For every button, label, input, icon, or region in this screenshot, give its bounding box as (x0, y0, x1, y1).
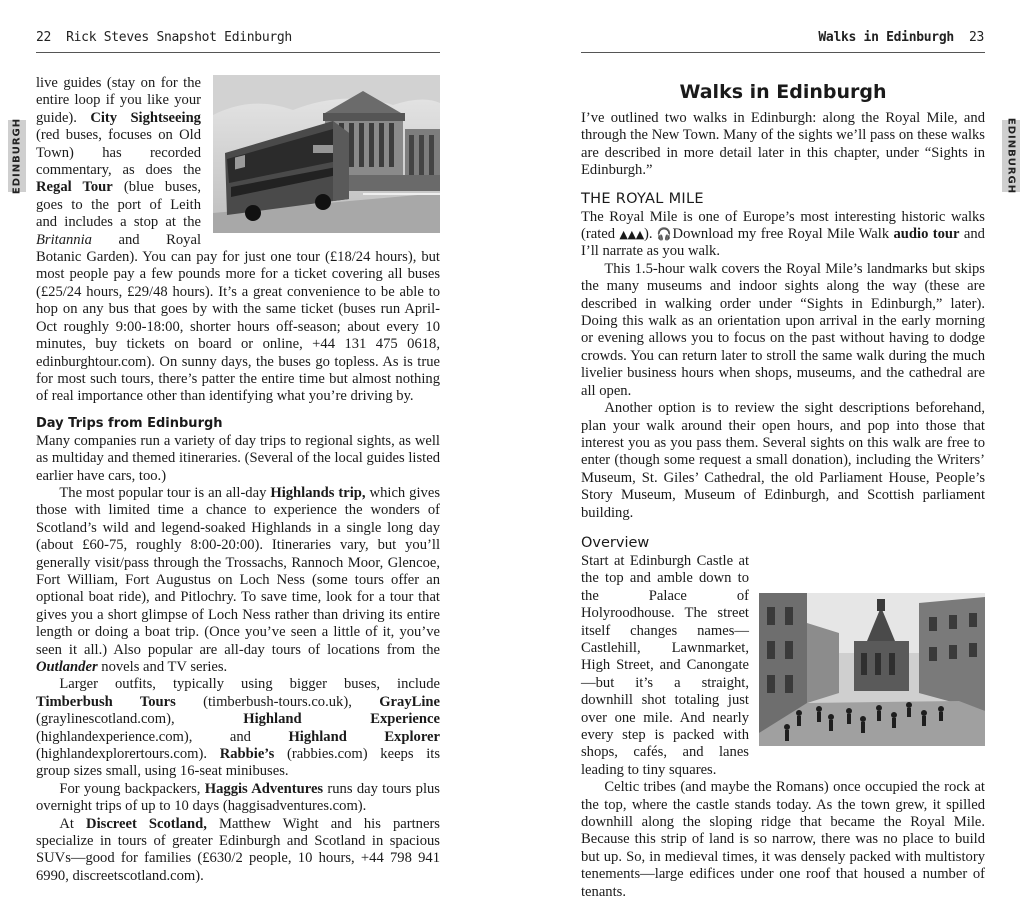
day-trips-paragraph-4 (36, 781, 440, 816)
royal-mile-paragraph-1 (581, 209, 985, 261)
right-page (510, 0, 1020, 907)
right-side-tab-label: EDINBURGH (1005, 117, 1017, 195)
p4-text-2: runs day tours plus overnight trips of up to 10 days (haggisadventures.com). (36, 780, 440, 815)
city-sightseeing-term: City Sightseeing (90, 109, 201, 126)
audio-tour-term: audio tour (893, 226, 960, 243)
timberbush-term: Timberbush Tours (36, 693, 176, 710)
right-page-number: 23 (968, 30, 984, 45)
walks-intro: I’ve outlined two walks in Edinburgh: along the Royal Mile, and through the New Town. Many of the sights we’ll pass on these walks are described in more detail later in this chapter, under “Sights in Edinburgh.” (581, 110, 985, 179)
intro-text-1: live guides (stay on for the entire loop if you like your guide). (36, 75, 201, 126)
p3-text-4: (highlandexperience.com), and (36, 728, 289, 745)
intro-text-2: (red buses, focuses on Old Town) has recorded commentary, as does the (36, 127, 201, 179)
right-side-tab (1002, 117, 1020, 195)
p5-text-2: Matthew Wight and his partners specialize in tours of greater Edinburgh and Scotland in spacious SUVs—good for families (£630/2 people, 10 hours, +44 798 941 6990, discreetscotland.com). (36, 815, 440, 884)
rm-text-3: Download my free Royal Mile Walk (672, 226, 894, 243)
day-trips-paragraph-5 (36, 816, 440, 886)
rabbies-term: Rabbie’s (219, 746, 275, 763)
haggis-adventures-term: Haggis Adventures (204, 780, 324, 797)
overview-paragraph-2: Celtic tribes (and maybe the Romans) once occupied the rock at the top, where the castle stands today. As the town grew, it spilled downhill along the sloping ridge that became the Royal Mile. Because this strip of land is so narrow, there was no place to build but up. So, in medieval times, it was densely packed with multistory tenements—large edifices under one roof that housed a number of tenants. (581, 779, 985, 900)
regal-tour-term: Regal Tour (36, 179, 113, 196)
p2-text-3: novels and TV series. (97, 659, 228, 675)
intro-text-3: (blue buses, goes to the port of Leith and includes a stop at the (36, 179, 201, 231)
p3-text-3: (graylinescotland.com), (36, 711, 244, 728)
p5-text-1: At (59, 815, 87, 832)
tour-bus-photo (213, 75, 440, 233)
left-header-title: Rick Steves Snapshot Edinburgh (66, 30, 292, 45)
highland-explorer-term: Highland Explorer (288, 728, 440, 745)
grayline-term: GrayLine (379, 693, 440, 710)
right-header-rule (581, 52, 985, 53)
chapter-title: Walks in Edinburgh (679, 81, 887, 103)
p4-text-1: For young backpackers, (59, 780, 205, 797)
royal-mile-paragraph-2: This 1.5-hour walk covers the Royal Mile’s landmarks but skips the many museums and indoor sights along the way (these are described in walking order under “Sights in Edinburgh,” later). Doing this walk as an orientation upon arrival in the early morning or evening allows you to focus on the past without having to dodge crowds. You can return later to stroll the same walk during the much livelier business hours when shops, museums, and the cathedral are all open. (581, 260, 985, 399)
day-trips-paragraph-3 (36, 676, 440, 780)
right-text-column (581, 80, 985, 901)
right-header-title: Walks in Edinburgh (818, 30, 954, 45)
day-trips-paragraph-2 (36, 485, 440, 676)
royal-mile-heading: THE ROYAL MILE (581, 190, 704, 207)
discreet-scotland-term: Discreet Scotland, (86, 815, 207, 832)
day-trips-paragraph-1: Many companies run a variety of day trips to regional sights, as well as multiday and themed itineraries. (Several of the local guides listed earlier have cars, too.) (36, 432, 440, 484)
intro-text-4: and Royal Botanic Garden). You can pay for just one tour (£18/24 hours), but most people pay a few pounds more for a ticket covering all buses (£25/24 hours, £29/48 hours). It’s a great convenience to be able to hop on any bus that goes by with the same ticket (buses run April-Oct roughly 9:00-18:00, shorter hours off-season; about every 10 minutes, buy tickets on board or online, +44 131 475 0618, edinburghtour.com). On sunny days, the buses go topless. As is true for most such tours, there’s patter the entire time but almost nothing of real importance other than identifying what you’re driving by. (36, 231, 440, 405)
p3-text-5: (highlandexplorertours.com). (36, 746, 220, 763)
left-header-rule (36, 52, 440, 53)
rm-text-4: and I’ll narrate as you walk. (581, 226, 985, 260)
highland-experience-term: Highland Experience (243, 711, 440, 728)
left-side-tab (8, 117, 26, 195)
left-text-column (36, 75, 440, 885)
p3-text-1: Larger outfits, typically using bigger buses, include (59, 676, 440, 693)
day-trips-heading: Day Trips from Edinburgh (36, 415, 223, 431)
right-running-header (818, 30, 984, 45)
p3-text-2: (timberbush-tours.co.uk), (175, 693, 380, 710)
rm-text-1: The Royal Mile is one of Europe’s most interesting historic walks (rated (581, 208, 985, 243)
outlander-term: Outlander (36, 659, 98, 675)
overview-paragraph-1: Start at Edinburgh Castle at the top and amble down to the Palace of Holyroodhouse. The street itself changes names—Castlehill, Lawnmarket, High Street, and Canongate—but it’s a straight, downhill shot totaling just over one mile. And nearly every step is packed with shops, cafés, and lanes leading to tiny squares. (581, 552, 749, 778)
left-side-tab-label: EDINBURGH (11, 117, 23, 195)
rating-triangles-icon: ▲▲▲ (619, 228, 644, 242)
britannia-term: Britannia (36, 231, 92, 248)
headphones-icon: 🎧 (656, 227, 673, 242)
royal-mile-paragraph-3: Another option is to review the sight descriptions beforehand, plan your walk around their open hours, and pop into those that interest you as you pass them. Several sights on this walk are free to enter (though some request a small donation), including the Writers’ Museum, St. Giles’ Cathedral, the old Parliament House, People’s Story Museum, Museum of Edinburgh, and Scottish parliament building. (581, 400, 985, 521)
left-page-number: 22 (36, 30, 52, 45)
rm-text-2: ). (643, 226, 657, 243)
p2-text-1: The most popular tour is an all-day (59, 484, 271, 501)
left-running-header (36, 30, 292, 45)
highlands-trip-term: Highlands trip, (270, 484, 366, 501)
royal-mile-street-photo (759, 593, 985, 746)
p3-text-6: (rabbies.com) keeps its group sizes small, using 16-seat minibuses. (36, 746, 440, 780)
overview-heading: Overview (581, 534, 650, 551)
p2-text-2: which gives those with limited time a chance to experience the wonders of Scotland’s wild and legend-soaked Highlands in a single long day (about £60-75, roughly 8:00-20:00). Itineraries vary, but you’ll generally visit/pass through the Trossachs, Rannoch Moor, Glencoe, Fort William, Fort Augustus on Loch Ness (some tours offer an optional boat ride), and Pitlochry. To save time, look for a tour that gives you a short glimpse of Loch Ness rather than driving its entire length or doing a boat trip. (Once you’ve seen a little of it, you’ve seen it all.) Also popular are all-day tours of locations from the (36, 484, 440, 658)
